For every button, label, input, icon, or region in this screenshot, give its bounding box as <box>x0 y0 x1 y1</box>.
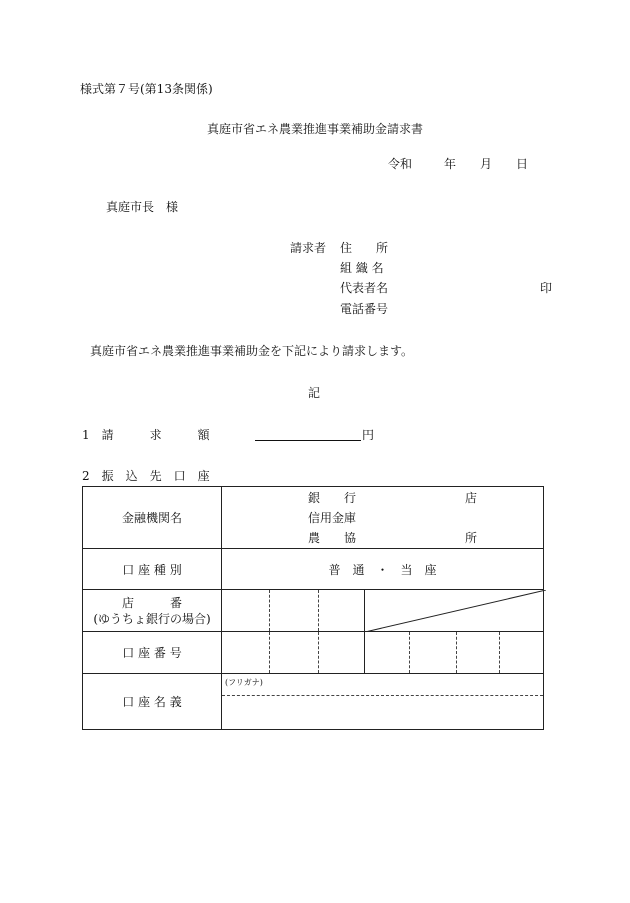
item1-number: 1 <box>82 428 90 442</box>
bank-label-cell <box>83 487 222 549</box>
ki-heading: 記 <box>308 386 321 400</box>
bank-name-cell[interactable] <box>222 487 544 549</box>
branch-label-cell <box>83 590 222 632</box>
account-holder-cell[interactable] <box>222 674 544 730</box>
document-title: 真庭市省エネ農業推進事業補助金請求書 <box>206 122 423 136</box>
account-section-divider <box>364 632 365 673</box>
bank-row <box>83 487 544 549</box>
account-number-label: 口 座 番 号 <box>122 646 182 660</box>
body-text: 真庭市省エネ農業推進事業補助金を下記により請求します。 <box>90 344 414 358</box>
account-digit-divider <box>499 632 500 673</box>
form-number: 様式第７号(第13条関係) <box>80 82 213 96</box>
account-number-cell[interactable] <box>222 632 544 674</box>
furigana-divider <box>222 695 543 696</box>
account-digit-divider <box>269 632 270 673</box>
account-type-label: 口 座 種 別 <box>122 562 182 577</box>
bank-option-sho: 所 <box>465 531 478 545</box>
bank-option-credit: 信用金庫 <box>308 511 357 525</box>
branch-digit-divider <box>269 590 270 631</box>
account-holder-row <box>83 674 544 730</box>
representative-label: 代表者名 <box>340 281 389 295</box>
yen-unit: 円 <box>362 428 375 442</box>
account-number-label-cell <box>83 632 222 674</box>
furigana-label: (フリガナ) <box>225 678 263 687</box>
account-holder-label-cell <box>83 674 222 730</box>
bank-option-nokyo: 農 協 <box>308 531 357 545</box>
item2-label <box>82 469 210 483</box>
account-type-value: 普 通 ・ 当 座 <box>328 562 437 577</box>
account-holder-label: 口 座 名 義 <box>122 695 182 709</box>
transfer-account-table <box>82 486 544 730</box>
date-line <box>388 157 528 171</box>
phone-label: 電話番号 <box>340 302 389 316</box>
seal-mark: 印 <box>540 281 553 295</box>
bank-option-bank: 銀 行 <box>308 491 357 505</box>
bank-option-shiten: 店 <box>465 491 478 505</box>
account-digit-divider <box>456 632 457 673</box>
date-month-label: 月 <box>480 157 493 171</box>
date-day-label: 日 <box>516 157 529 171</box>
account-type-cell[interactable] <box>222 549 544 590</box>
item1-text: 請 求 額 <box>101 428 210 442</box>
branch-digit-divider <box>318 590 319 631</box>
item1-label <box>82 428 210 442</box>
amount-input-line[interactable] <box>255 440 361 441</box>
branch-diagonal-strike <box>365 590 546 632</box>
account-digit-divider <box>318 632 319 673</box>
bank-label: 金融機関名 <box>121 511 182 525</box>
account-number-row <box>83 632 544 674</box>
item2-number: 2 <box>82 469 90 483</box>
item2-text: 振 込 先 口 座 <box>101 469 210 483</box>
branch-number-cell[interactable] <box>222 590 544 632</box>
branch-sub-label: (ゆうちょ銀行の場合) <box>93 611 211 626</box>
branch-row <box>83 590 544 632</box>
account-type-row <box>83 549 544 590</box>
branch-label: 店 番 <box>121 595 182 610</box>
account-digit-divider <box>409 632 410 673</box>
organization-label: 組 織 名 <box>340 261 384 275</box>
date-era: 令和 <box>388 157 413 171</box>
addressee: 真庭市長 様 <box>106 200 179 214</box>
date-year-label: 年 <box>444 157 457 171</box>
account-type-label-cell <box>83 549 222 590</box>
address-label: 住 所 <box>340 241 389 255</box>
requester-label: 請求者 <box>290 241 327 255</box>
